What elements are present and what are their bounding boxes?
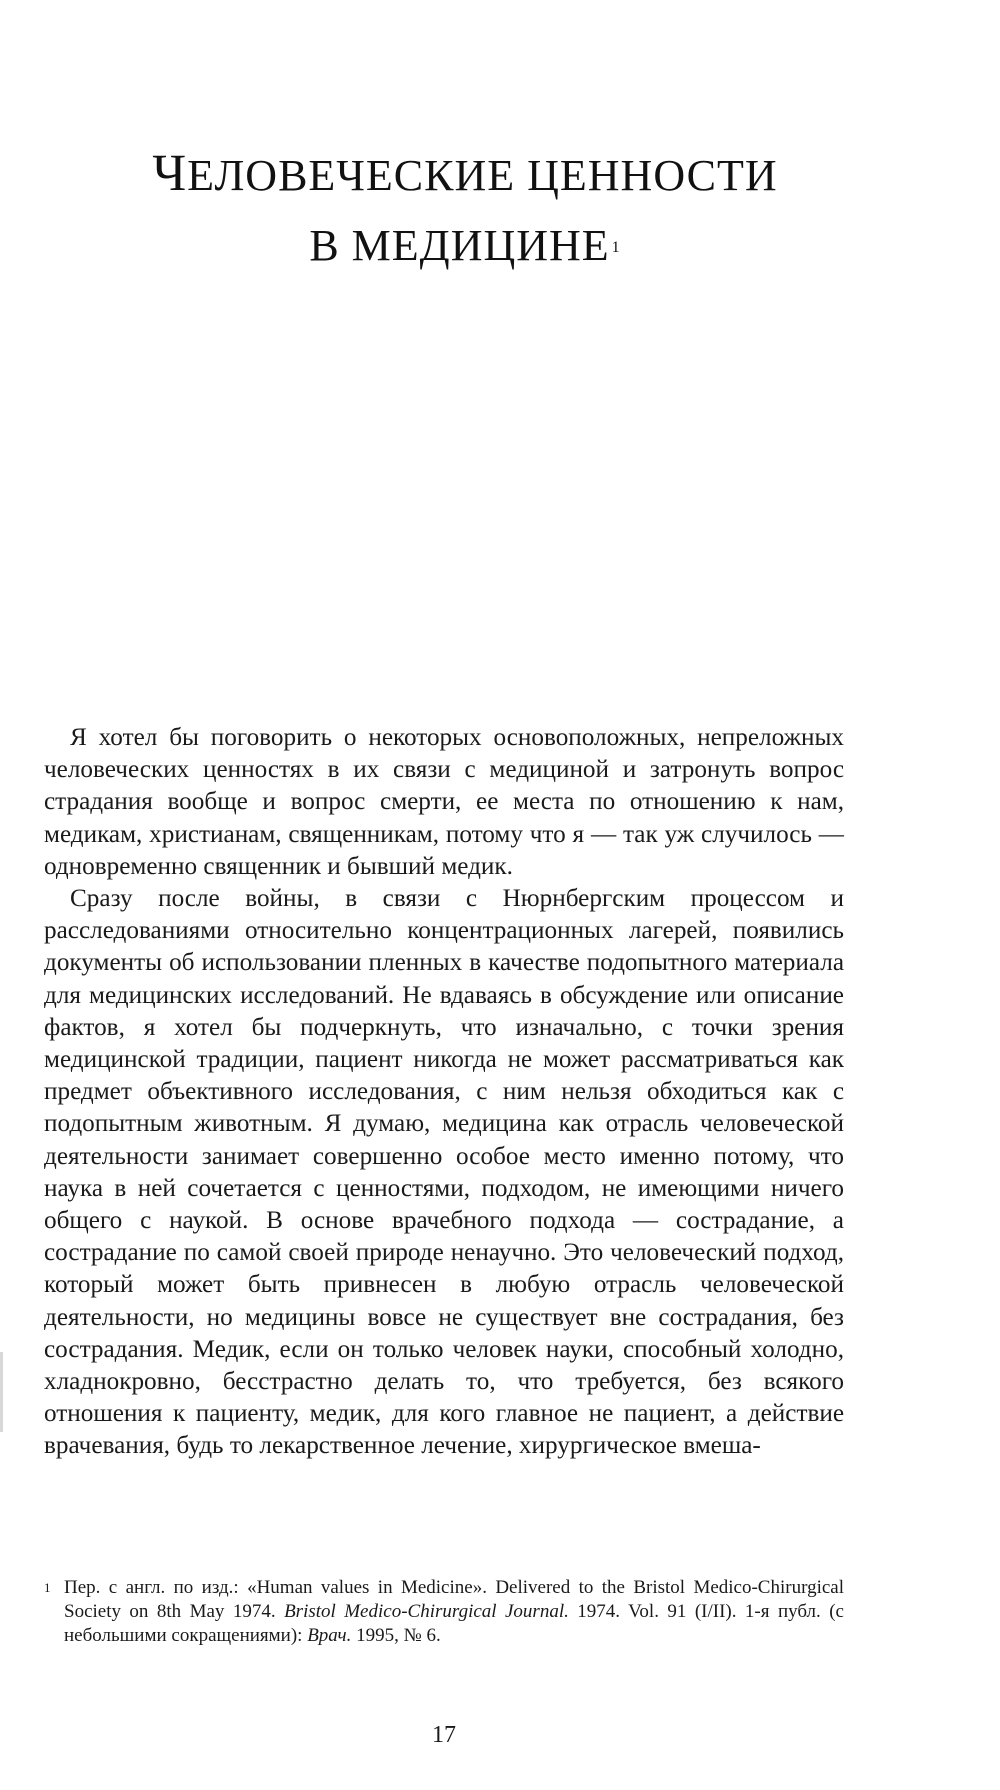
- page-number: 17: [432, 1722, 456, 1748]
- footnote-text-part-2: 1974. Vol. 91 (I/II). 1-я публ. (с небольшими сокращениями):: [64, 1601, 844, 1646]
- chapter-title-initial: Ч: [152, 145, 188, 202]
- chapter-title-line-2: [60, 210, 870, 280]
- footnote-journal-title: Bristol Medico-Chirurgical Journal.: [284, 1601, 569, 1622]
- scan-edge-mark: [0, 1352, 3, 1432]
- body-text: [44, 722, 844, 1463]
- chapter-title: [60, 140, 870, 280]
- footnote: [44, 1576, 844, 1648]
- footnote-source-title: Врач.: [307, 1625, 352, 1646]
- footnote-reference[interactable]: 1: [611, 239, 621, 256]
- footnote-text-part-3: 1995, № 6.: [351, 1625, 441, 1646]
- paragraph-1: Я хотел бы поговорить о некоторых основоположных, непреложных человеческих ценностях в их связи с медициной и затронуть вопрос страдания вообще и вопрос смерти, ее места по отношению к нам, медикам, христианам, священникам, потому что я — так уж случилось — одновременно священник и бывший медик.: [44, 724, 844, 880]
- footnote-mark: 1: [44, 1580, 51, 1595]
- chapter-title-line-1-text: ЕЛОВЕЧЕСКИЕ ЦЕННОСТИ: [187, 151, 778, 200]
- chapter-title-line-2-text: В МЕДИЦИНЕ: [309, 221, 610, 270]
- footnote-text-part-1: Пер. с англ. по изд.: «Human values in Medicine». Delivered to the Bristol Medico-Chirurgical Society on 8th May 1974.: [64, 1577, 844, 1622]
- paragraph-2: Сразу после войны, в связи с Нюрнбергским процессом и расследованиями относительно концентрационных лагерей, появились документы об использовании пленных в качестве подопытного материала для медицинских исследований. Не вдаваясь в обсуждение или описание фактов, я хотел бы подчеркнуть, что изначально, с точки зрения медицинской традиции, пациент никогда не может рассматриваться как предмет объективного исследования, с ним нельзя обходиться как с подопытным животным. Я думаю, медицина как отрасль человеческой деятельности занимает совершенно особое место именно потому, что наука в ней сочетается с ценностями, подходом, не имеющими ничего общего с наукой. В основе врачебного подхода — сострадание, а сострадание по самой своей природе ненаучно. Это человеческий подход, который может быть привнесен в любую отрасль человеческой деятельности, но медицины вовсе не существует вне сострадания, без сострадания. Медик, если он только человек науки, способный холодно, хладнокровно, бесстрастно делать то, что требуется, без всякого отношения к пациенту, медик, для кого главное не пациент, а действие врачевания, будь то лекарственное лечение, хирургическое вмеша-: [44, 885, 844, 1460]
- footnote-text: [44, 1576, 844, 1648]
- chapter-title-line-1: [60, 140, 870, 210]
